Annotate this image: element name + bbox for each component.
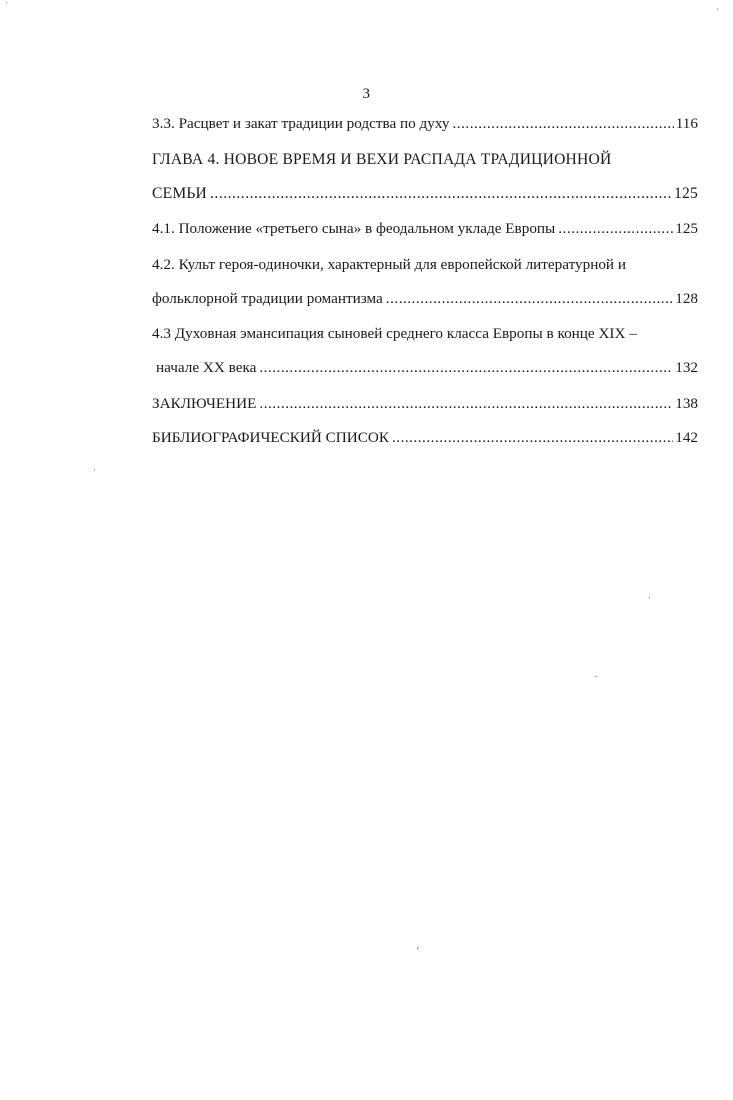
toc-entry-page: 138: [675, 395, 698, 412]
leader-dots: [453, 114, 674, 134]
page-number: 3: [362, 86, 371, 102]
toc-entry-page: 125: [675, 220, 698, 237]
scan-speck: ˈ: [716, 8, 719, 18]
toc-entry-label: 4.1. Положение «третьего сына» в феодальном укладе Европы: [152, 220, 556, 237]
toc-entry-4-2: [152, 289, 698, 309]
leader-dots: [392, 428, 673, 448]
toc-entry-4-2-line1: 4.2. Культ героя-одиночки, характерный для европейской литературной и: [152, 256, 626, 273]
scan-speck: ˈ: [648, 596, 651, 606]
toc-entry-label: начале XX века: [156, 359, 257, 376]
toc-entry-conclusion: [152, 394, 698, 414]
toc-entry-page: 128: [675, 290, 698, 307]
toc-entry-page: 132: [675, 359, 698, 376]
toc-entry-page: 116: [675, 115, 698, 132]
leader-dots: [558, 219, 673, 239]
toc-entry-label: фольклорной традиции романтизма: [152, 290, 383, 307]
scan-speck: ‹: [416, 944, 420, 954]
toc-entry-label: СЕМЬИ: [152, 185, 208, 202]
toc-entry-label: БИБЛИОГРАФИЧЕСКИЙ СПИСОК: [152, 429, 389, 446]
leader-dots: [259, 394, 673, 414]
toc-entry-chapter-4: [152, 184, 698, 204]
toc-entry-label: ЗАКЛЮЧЕНИЕ: [152, 395, 257, 412]
toc-entry-3-3: [152, 114, 698, 134]
leader-dots: [259, 358, 673, 378]
toc-entry-4-3-line1: 4.3 Духовная эмансипация сыновей среднего класса Европы в конце XIX –: [152, 325, 637, 342]
toc-entry-4-3: [156, 358, 698, 378]
leader-dots: [386, 289, 673, 309]
toc-entry-bibliography: [152, 428, 698, 448]
scan-speck: ˜: [594, 676, 599, 686]
toc-entry-page: 125: [674, 185, 698, 202]
leader-dots: [210, 184, 672, 204]
toc-entry-page: 142: [675, 429, 698, 446]
scan-speck: ˊ: [4, 2, 9, 12]
scan-speck: ·: [93, 466, 96, 476]
toc-entry-label: 3.3. Расцвет и закат традиции родства по духу: [152, 115, 450, 132]
toc-chapter-4-title: ГЛАВА 4. НОВОЕ ВРЕМЯ И ВЕХИ РАСПАДА ТРАДИЦИОННОЙ: [152, 151, 612, 168]
toc-entry-4-1: [152, 219, 698, 239]
